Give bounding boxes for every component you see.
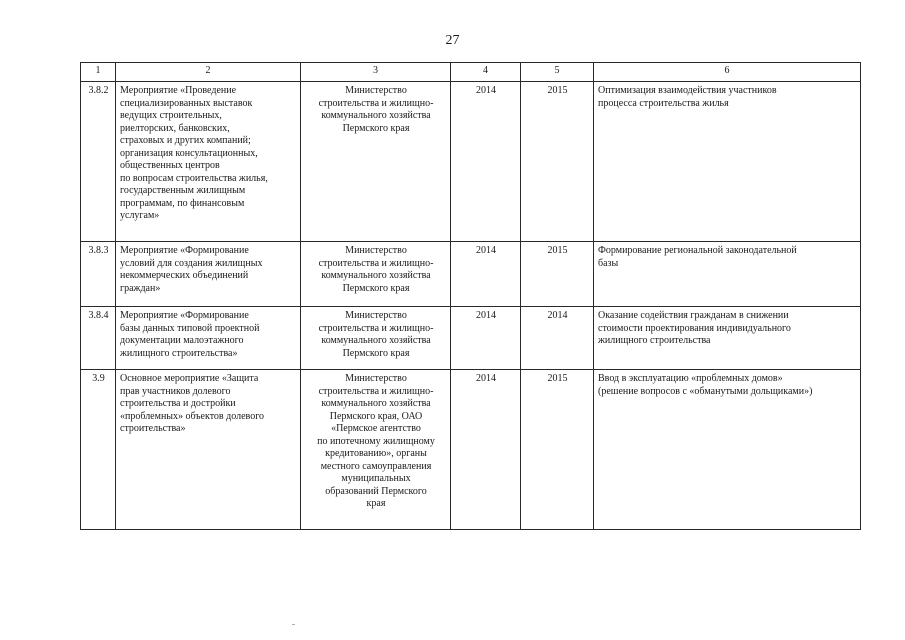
program-activities-table bbox=[80, 62, 861, 530]
row-number-cell: 3.8.3 bbox=[81, 242, 116, 307]
activity-cell: Мероприятие «Формирование базы данных типовой проектной документации малоэтажного жилищного строительства» bbox=[116, 307, 301, 370]
result-cell: Оказание содействия гражданам в снижении стоимости проектирования индивидуального жилищного строительства bbox=[594, 307, 861, 370]
start-year-cell: 2014 bbox=[451, 307, 521, 370]
end-year-cell: 2015 bbox=[521, 242, 594, 307]
row-number-cell: 3.9 bbox=[81, 370, 116, 530]
result-cell: Ввод в эксплуатацию «проблемных домов» (решение вопросов с «обманутыми дольщиками») bbox=[594, 370, 861, 530]
table-header-row bbox=[81, 63, 861, 82]
end-year-cell: 2015 bbox=[521, 82, 594, 242]
table-row bbox=[81, 307, 861, 370]
row-number-cell: 3.8.4 bbox=[81, 307, 116, 370]
activity-cell: Основное мероприятие «Защита прав участников долевого строительства и достройки «проблемных» объектов долевого строительства» bbox=[116, 370, 301, 530]
end-year-cell: 2015 bbox=[521, 370, 594, 530]
column-header-1: 1 bbox=[81, 63, 116, 82]
executor-cell: Министерство строительства и жилищно- коммунального хозяйства Пермского края bbox=[301, 82, 451, 242]
column-header-4: 4 bbox=[451, 63, 521, 82]
result-cell: Формирование региональной законодательной базы bbox=[594, 242, 861, 307]
activity-cell: Мероприятие «Формирование условий для создания жилищных некоммерческих объединений граждан» bbox=[116, 242, 301, 307]
result-cell: Оптимизация взаимодействия участников процесса строительства жилья bbox=[594, 82, 861, 242]
table-row bbox=[81, 370, 861, 530]
scan-artifact bbox=[292, 624, 295, 625]
end-year-cell: 2014 bbox=[521, 307, 594, 370]
executor-cell: Министерство строительства и жилищно- коммунального хозяйства Пермского края bbox=[301, 307, 451, 370]
executor-cell: Министерство строительства и жилищно- коммунального хозяйства Пермского края bbox=[301, 242, 451, 307]
page-number: 27 bbox=[445, 33, 460, 48]
start-year-cell: 2014 bbox=[451, 370, 521, 530]
table-row bbox=[81, 242, 861, 307]
start-year-cell: 2014 bbox=[451, 242, 521, 307]
start-year-cell: 2014 bbox=[451, 82, 521, 242]
column-header-3: 3 bbox=[301, 63, 451, 82]
column-header-5: 5 bbox=[521, 63, 594, 82]
column-header-2: 2 bbox=[116, 63, 301, 82]
activity-cell: Мероприятие «Проведение специализированных выставок ведущих строительных, риелторских, банковских, страховых и других компаний; организация консультационных, общественных центров по вопросам строительства жилья, государственным жилищным программам, по финансовым услугам» bbox=[116, 82, 301, 242]
row-number-cell: 3.8.2 bbox=[81, 82, 116, 242]
table-row bbox=[81, 82, 861, 242]
column-header-6: 6 bbox=[594, 63, 861, 82]
executor-cell: Министерство строительства и жилищно- коммунального хозяйства Пермского края, ОАО «Пермское агентство по ипотечному жилищному кредитованию», органы местного самоуправления муниципальных образований Пермского края bbox=[301, 370, 451, 530]
